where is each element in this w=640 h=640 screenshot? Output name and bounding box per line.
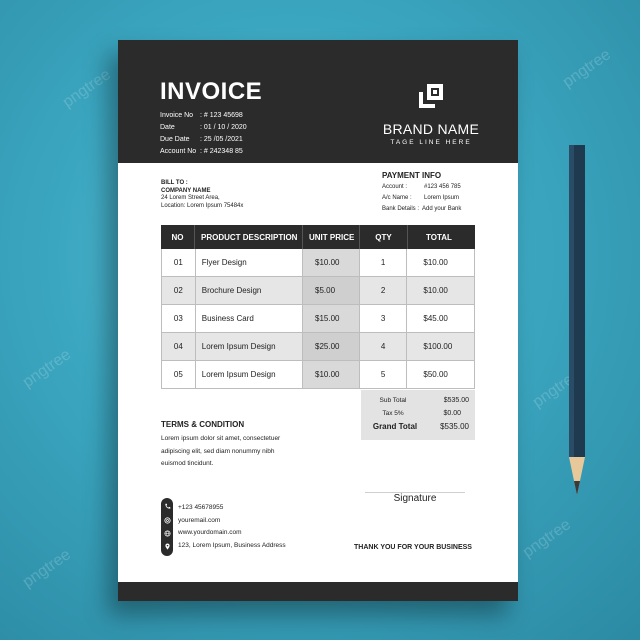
signature-label: Signature [393, 493, 437, 504]
meta-label: Account No [160, 148, 197, 155]
contact-address: 123, Lorem Ipsum, Business Address [178, 541, 286, 549]
payment-info [382, 170, 461, 215]
meta-value: : 01 / 10 / 2020 [200, 124, 247, 131]
payment-label: Account : [382, 184, 408, 190]
meta-row [160, 146, 247, 158]
cell-description: Brochure Design [196, 277, 303, 304]
subtotal-label: Sub Total [379, 397, 407, 404]
cell-total: $50.00 [423, 370, 448, 379]
phone-icon [164, 503, 171, 510]
brand-logo-icon [415, 80, 447, 112]
meta-label: Date [160, 124, 175, 131]
tax-row [367, 407, 469, 420]
invoice-paper [118, 40, 518, 601]
payment-label: A/c Name : [382, 195, 412, 201]
cell-unit-price: $10.00 [303, 361, 360, 388]
meta-value: : # 123 45698 [200, 112, 243, 119]
cell-qty: 4 [360, 333, 408, 360]
cell-unit-price: $15.00 [303, 305, 360, 332]
grand-total-label: Grand Total [372, 422, 418, 431]
items-table [161, 225, 475, 389]
cell-description: Lorem Ipsum Design [196, 361, 303, 388]
cell-qty: 5 [360, 361, 408, 388]
contact-icon-bar [161, 498, 173, 556]
table-row [162, 305, 474, 333]
cell-description: Lorem Ipsum Design [196, 333, 303, 360]
terms-section [161, 420, 301, 471]
cell-description: Flyer Design [196, 249, 303, 276]
terms-heading: TERMS & CONDITION [161, 420, 245, 429]
terms-line: euismod tincidunt. [161, 460, 214, 467]
thank-you-text: THANK YOU FOR YOUR BUSINESS [354, 544, 472, 551]
cell-qty: 3 [360, 305, 408, 332]
address-line: 24 Lorem Street Area, [161, 195, 220, 201]
header-description: PRODUCT DESCRIPTION [195, 225, 303, 249]
table-body [161, 249, 475, 389]
payment-row [382, 182, 461, 193]
cell-no: 04 [162, 333, 196, 360]
grand-total-row [367, 420, 469, 433]
meta-label: Invoice No [160, 112, 194, 119]
header-no: NO [161, 225, 195, 249]
company-name: COMPANY NAME [161, 187, 211, 194]
contact-email: youremail.com [178, 516, 221, 524]
terms-line: adipiscing elit, sed diam nonummy nibh [161, 447, 275, 455]
meta-row [160, 110, 247, 122]
payment-value: Lorem Ipsum [424, 195, 460, 201]
meta-label: Due Date [160, 136, 190, 143]
cell-no: 01 [162, 249, 196, 276]
meta-row [160, 134, 247, 146]
brand-tagline: TAGE LINE HERE [390, 139, 472, 146]
table-row [162, 249, 474, 277]
table-row [162, 361, 474, 389]
bill-to-heading: BILL TO : [161, 180, 188, 186]
cell-total: $45.00 [423, 314, 448, 323]
contact-phone: +123 45678955 [178, 504, 224, 511]
payment-heading: PAYMENT INFO [382, 171, 442, 180]
meta-value: : 25 /05 /2021 [200, 136, 243, 143]
cell-unit-price: $10.00 [303, 249, 360, 276]
address-line: Location: Lorem Ipsum 75484x [161, 202, 244, 209]
subtotal-row [367, 394, 469, 407]
totals-box [361, 390, 475, 440]
table-header [161, 225, 475, 249]
brand-name: BRAND NAME [382, 121, 480, 137]
invoice-header [118, 40, 518, 163]
contact-web: www.yourdomain.com [178, 529, 242, 536]
pencil [568, 145, 586, 505]
payment-label: Bank Details : [382, 206, 420, 212]
invoice-title: INVOICE [160, 78, 263, 105]
cell-total: $100.00 [423, 342, 453, 351]
cell-total: $10.00 [423, 258, 448, 267]
terms-line: Lorem ipsum dolor sit amet, consectetuer [161, 435, 281, 442]
meta-row [160, 122, 247, 134]
brand-block [376, 80, 486, 146]
email-icon [164, 517, 171, 524]
location-icon [164, 543, 171, 550]
tax-label: Tax 5% [382, 410, 404, 417]
header-unit-price: UNIT PRICE [303, 225, 360, 249]
meta-value: : # 242348 85 [200, 148, 243, 155]
tax-value: $0.00 [443, 410, 461, 417]
cell-qty: 2 [360, 277, 408, 304]
header-qty: QTY [360, 225, 408, 249]
table-row [162, 333, 474, 361]
payment-value: #123 456 785 [424, 184, 461, 190]
contact-lines [178, 502, 286, 552]
cell-total: $10.00 [423, 286, 448, 295]
subtotal-value: $535.00 [443, 397, 469, 404]
web-icon [164, 530, 171, 537]
payment-row [382, 204, 461, 215]
cell-unit-price: $5.00 [303, 277, 360, 304]
invoice-meta [160, 110, 247, 158]
cell-no: 03 [162, 305, 196, 332]
payment-value: Add your Bank [422, 206, 462, 212]
payment-row [382, 193, 461, 204]
grand-total-value: $535.00 [440, 422, 469, 431]
cell-description: Business Card [196, 305, 303, 332]
cell-qty: 1 [360, 249, 408, 276]
cell-unit-price: $25.00 [303, 333, 360, 360]
cell-no: 02 [162, 277, 196, 304]
cell-no: 05 [162, 361, 196, 388]
invoice-footer [118, 582, 518, 601]
bill-to [161, 180, 243, 210]
header-total: TOTAL [426, 232, 452, 242]
table-row [162, 277, 474, 305]
